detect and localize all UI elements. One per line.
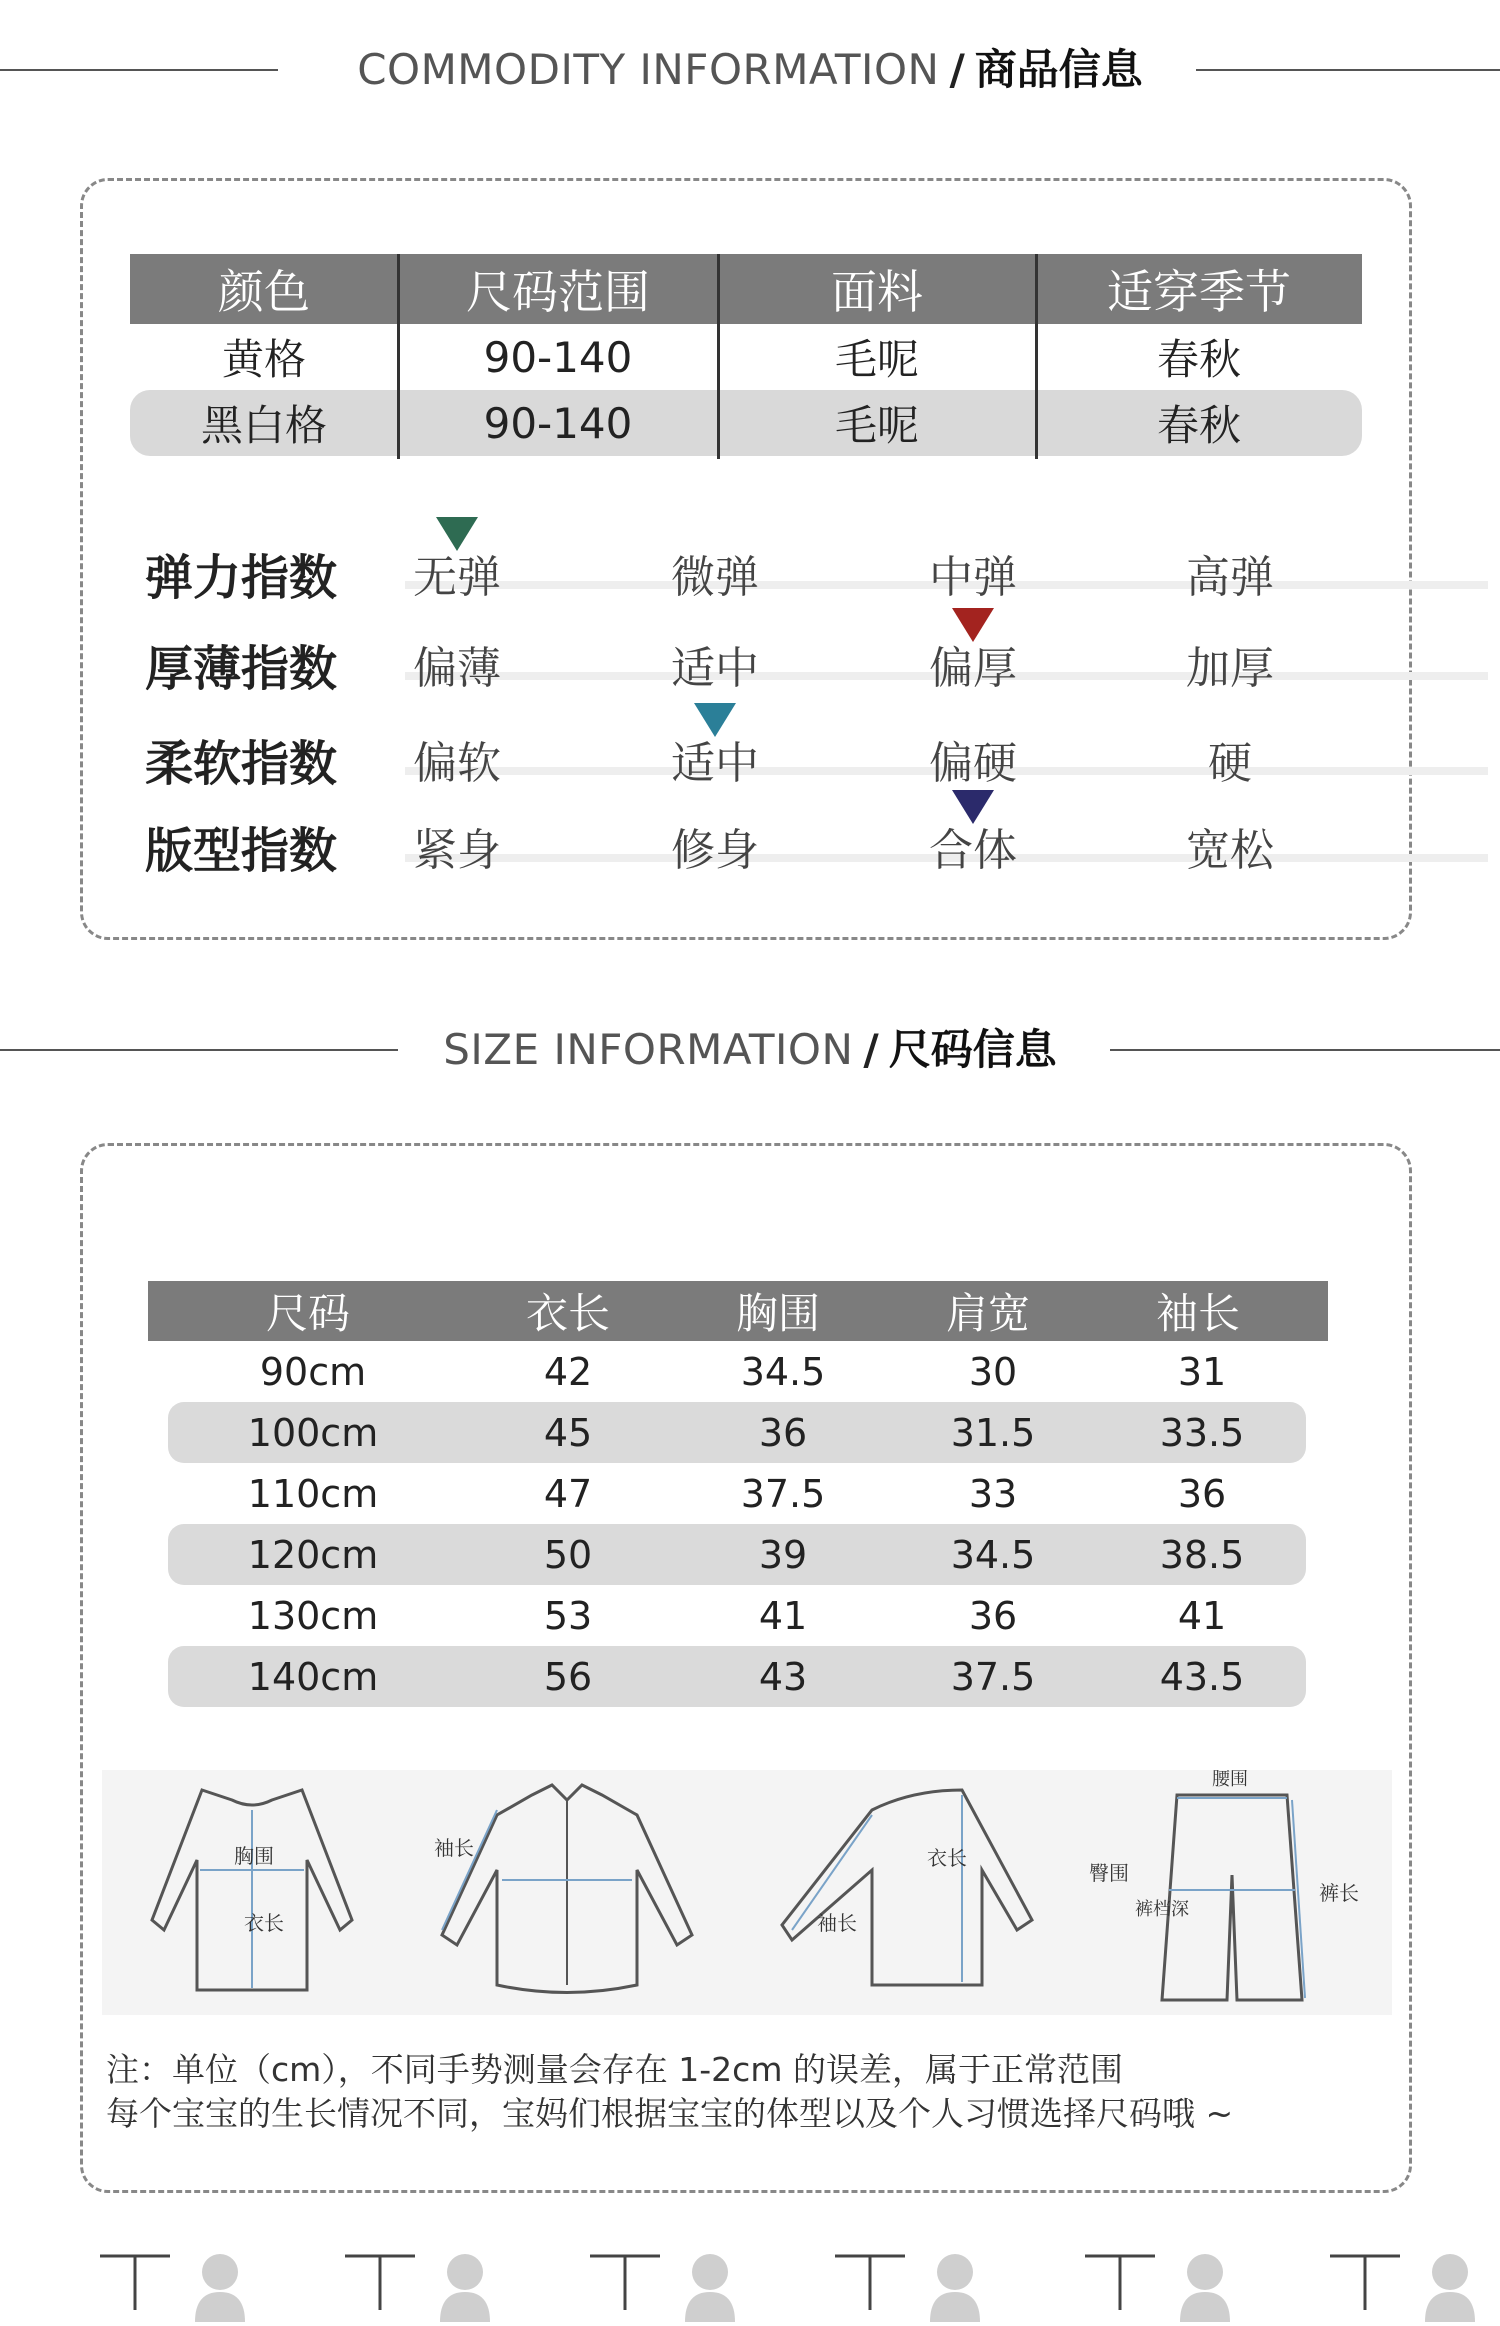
table-cell: 90cm xyxy=(259,1349,367,1394)
raglan-diagram xyxy=(722,1770,1062,2015)
figure-silhouette-icon xyxy=(590,2250,770,2322)
table-cell: 47 xyxy=(543,1471,593,1516)
index-option: 适中 xyxy=(671,643,759,694)
index-option: 偏软 xyxy=(413,738,501,789)
table-cell: 36 xyxy=(1177,1471,1227,1516)
index-option: 宽松 xyxy=(1186,825,1274,876)
table-cell: 120cm xyxy=(247,1532,379,1577)
index-row-elasticity xyxy=(145,543,1345,613)
index-marker-icon xyxy=(952,608,994,642)
index-option: 微弹 xyxy=(671,552,759,603)
table-cell: 31.5 xyxy=(950,1410,1036,1455)
table-cell: 140cm xyxy=(247,1654,379,1699)
table-cell: 36 xyxy=(758,1410,808,1455)
index-label: 版型指数 xyxy=(145,823,338,879)
header-cell-sleeve: 袖长 xyxy=(1155,1289,1240,1338)
table-cell: 33 xyxy=(968,1471,1018,1516)
diagram-label-chest: 胸围 xyxy=(234,1844,274,1868)
table-cell: 130cm xyxy=(247,1593,379,1638)
table-cell: 37.5 xyxy=(950,1654,1036,1699)
size-title xyxy=(0,1020,1500,1080)
index-row-softness xyxy=(145,729,1345,799)
table-cell: 黄格 xyxy=(221,335,306,384)
index-option: 偏薄 xyxy=(413,643,501,694)
figure-silhouette-icon xyxy=(345,2250,525,2322)
table-cell: 90-140 xyxy=(483,398,633,448)
index-option: 偏厚 xyxy=(929,643,1017,694)
index-option: 无弹 xyxy=(413,552,501,603)
commodity-table xyxy=(130,254,1362,456)
table-row xyxy=(168,1402,1306,1463)
header-cell-season: 适穿季节 xyxy=(1107,265,1291,319)
size-table-header xyxy=(148,1281,1328,1341)
diagram-label-sleeve: 袖长 xyxy=(434,1836,474,1860)
table-cell: 30 xyxy=(968,1349,1018,1394)
table-cell: 90-140 xyxy=(483,332,633,382)
table-cell: 43 xyxy=(758,1654,808,1699)
table-row xyxy=(168,1524,1306,1585)
size-title-en: SIZE INFORMATION xyxy=(443,1025,854,1074)
figure-silhouette-icon xyxy=(835,2250,1015,2322)
header-cell-chest: 胸围 xyxy=(735,1289,820,1338)
table-cell: 41 xyxy=(1177,1593,1227,1638)
size-section-header xyxy=(0,1020,1500,1080)
tshirt-diagram xyxy=(112,1770,392,2015)
table-row xyxy=(130,324,1362,390)
header-cell-size: 尺码 xyxy=(265,1289,350,1338)
table-cell: 34.5 xyxy=(950,1532,1036,1577)
table-row xyxy=(168,1463,1306,1524)
title-separator: / xyxy=(949,45,965,94)
title-separator: / xyxy=(863,1025,879,1074)
note-line: 注：单位（cm），不同手势测量会存在 1-2cm 的误差，属于正常范围 xyxy=(106,2050,1123,2089)
index-option: 紧身 xyxy=(413,825,501,876)
index-marker-icon xyxy=(694,703,736,737)
commodity-title xyxy=(0,40,1500,100)
diagram-label-waist: 腰围 xyxy=(1212,1770,1248,1790)
diagram-label-pants-length: 裤长 xyxy=(1319,1881,1359,1905)
table-cell: 37.5 xyxy=(740,1471,826,1516)
column-divider xyxy=(397,254,400,459)
index-row-thickness xyxy=(145,634,1345,704)
table-cell: 43.5 xyxy=(1159,1654,1245,1699)
figure-silhouette-icon xyxy=(100,2250,280,2322)
commodity-section-header xyxy=(0,40,1500,100)
index-label: 柔软指数 xyxy=(145,736,338,792)
index-row-fit xyxy=(145,816,1345,886)
index-option: 硬 xyxy=(1208,738,1252,789)
header-cell-size-range: 尺码范围 xyxy=(466,265,650,319)
table-cell: 毛呢 xyxy=(834,335,919,384)
index-label: 弹力指数 xyxy=(145,550,338,606)
table-cell: 56 xyxy=(543,1654,593,1699)
measurement-diagrams xyxy=(102,1770,1392,2015)
figure-silhouette-icon xyxy=(1085,2250,1265,2322)
diagram-label-hip: 臀围 xyxy=(1089,1861,1129,1885)
table-cell: 42 xyxy=(543,1349,593,1394)
table-cell: 春秋 xyxy=(1156,335,1241,384)
header-cell-fabric: 面料 xyxy=(831,265,923,319)
index-marker-icon xyxy=(952,790,994,824)
index-option: 高弹 xyxy=(1186,552,1274,603)
table-cell: 31 xyxy=(1177,1349,1227,1394)
header-cell-shoulder: 肩宽 xyxy=(945,1289,1030,1338)
index-option: 中弹 xyxy=(929,552,1017,603)
commodity-title-en: COMMODITY INFORMATION xyxy=(357,45,940,94)
table-cell: 53 xyxy=(543,1593,593,1638)
commodity-table-header xyxy=(130,254,1362,324)
note-line: 每个宝宝的生长情况不同，宝妈们根据宝宝的体型以及个人习惯选择尺码哦 ~ xyxy=(106,2094,1234,2133)
pants-diagram xyxy=(1087,1770,1387,2015)
table-row xyxy=(168,1341,1306,1402)
table-row xyxy=(168,1646,1306,1707)
index-option: 适中 xyxy=(671,738,759,789)
figure-silhouette-icon xyxy=(1330,2250,1500,2322)
diagram-label-sleeve: 袖长 xyxy=(817,1911,857,1935)
table-cell: 100cm xyxy=(247,1410,379,1455)
table-cell: 春秋 xyxy=(1156,401,1241,450)
table-cell: 50 xyxy=(543,1532,593,1577)
size-table xyxy=(148,1281,1328,1707)
shirt-diagram xyxy=(422,1770,712,2015)
table-cell: 36 xyxy=(968,1593,1018,1638)
index-option: 修身 xyxy=(671,825,759,876)
size-title-cn: 尺码信息 xyxy=(888,1025,1057,1074)
table-cell: 45 xyxy=(543,1410,593,1455)
index-option: 加厚 xyxy=(1186,643,1274,694)
diagram-label-rise: 裤档深 xyxy=(1135,1899,1189,1920)
header-cell-length: 衣长 xyxy=(525,1289,610,1338)
table-cell: 33.5 xyxy=(1159,1410,1245,1455)
table-cell: 39 xyxy=(758,1532,808,1577)
diagram-label-length: 衣长 xyxy=(927,1846,967,1870)
table-cell: 34.5 xyxy=(740,1349,826,1394)
index-marker-icon xyxy=(436,517,478,551)
table-row xyxy=(168,1585,1306,1646)
table-cell: 41 xyxy=(758,1593,808,1638)
index-option: 偏硬 xyxy=(929,738,1017,789)
diagram-label-length: 衣长 xyxy=(244,1911,284,1935)
table-cell: 毛呢 xyxy=(834,401,919,450)
index-label: 厚薄指数 xyxy=(145,641,338,697)
commodity-title-cn: 商品信息 xyxy=(974,45,1143,94)
column-divider xyxy=(1035,254,1038,459)
table-cell: 38.5 xyxy=(1159,1532,1245,1577)
table-cell: 黑白格 xyxy=(200,401,327,450)
index-option: 合体 xyxy=(929,825,1017,876)
table-row xyxy=(130,390,1362,456)
column-divider xyxy=(717,254,720,459)
table-cell: 110cm xyxy=(247,1471,379,1516)
header-cell-color: 颜色 xyxy=(218,265,310,319)
